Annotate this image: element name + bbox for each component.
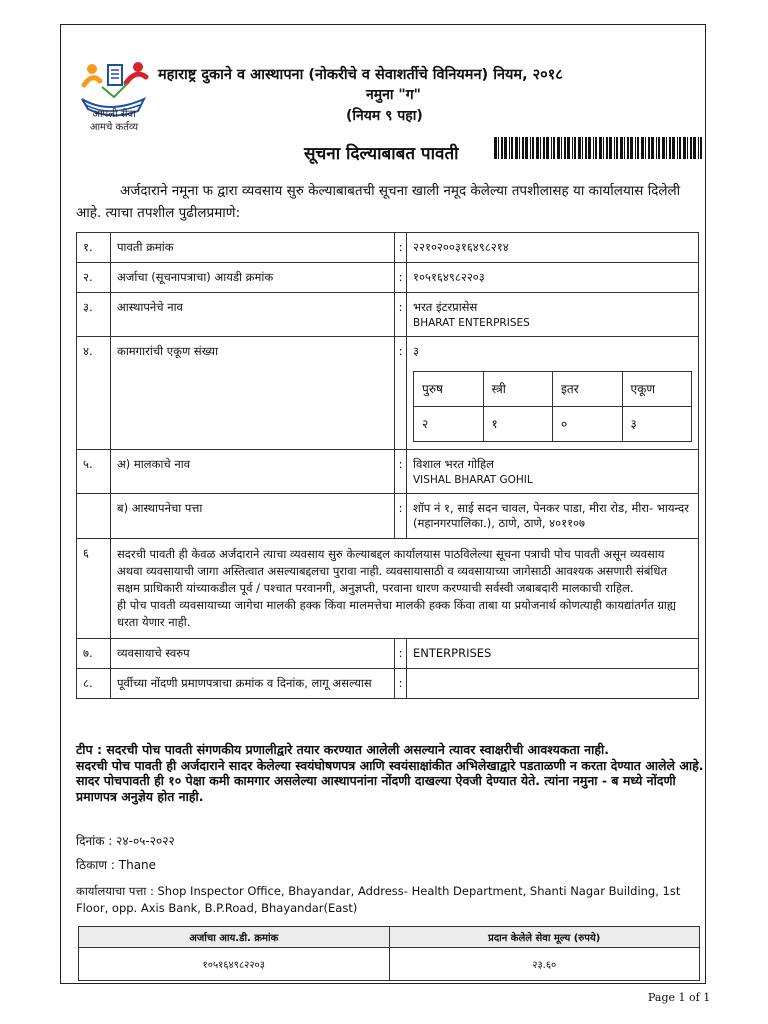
table-row xyxy=(77,233,699,263)
rule-reference: (नियम ९ पहा) xyxy=(346,108,423,124)
receipt-number-value: २२१०२००३१६४९८२१४ xyxy=(407,233,699,263)
act-title: महाराष्ट्र दुकाने व आस्थापना (नोकरीचे व सेवाशर्तीचे विनियमन) नियम, २०१८ xyxy=(158,67,563,83)
tip-line1: टीप : सदरची पोच पावती संगणकीय प्रणालीद्वारे तयार करण्यात आलेली असल्याने त्यावर स्वाक्षरीची आवश्यकता नाही. xyxy=(76,742,609,757)
table-row xyxy=(77,639,699,669)
barcode-icon xyxy=(494,137,704,159)
disclaimer-line2: ही पोच पावती व्यवसायाच्या जागेचा मालकी हक्क किंवा मालमत्तेचा मालकी हक्क किंवा ताबा या प्रयोजनार्थ कोणत्याही कायद्यांतर्गत ग्राह्य धरता येणार नाही. xyxy=(117,598,676,629)
establishment-name-english: BHARAT ENTERPRISES xyxy=(413,317,530,329)
row-number: २. xyxy=(77,263,111,293)
total-workers-value xyxy=(407,337,699,450)
male-count: २ xyxy=(414,407,484,442)
other-header: इतर xyxy=(553,372,623,407)
table-row xyxy=(77,337,699,450)
logo-caption-line1: आपली सेवा xyxy=(92,109,136,120)
colon-separator: : xyxy=(395,669,407,699)
total-header: एकूण xyxy=(622,372,692,407)
owner-name-marathi: विशाल भरत गोहिल xyxy=(413,457,494,471)
owner-name-label: अ) मालकाचे नाव xyxy=(111,450,395,494)
establishment-name-label: आस्थापनेचे नाव xyxy=(111,293,395,337)
table-row xyxy=(77,263,699,293)
application-id-header: अर्जाचा आय.डी. क्रमांक xyxy=(79,927,390,948)
row-number: ३. xyxy=(77,293,111,337)
owner-name-english: VISHAL BHARAT GOHIL xyxy=(413,474,533,486)
table-row xyxy=(77,669,699,699)
establishment-address-value: शॉप नं १, साई सदन चावल, पेनकर पाडा, मीरा रोड, मीरा- भायन्दर (महानगरपालिका.), ठाणे, ठाणे, ४०११०७ xyxy=(407,494,699,539)
table-row xyxy=(77,450,699,494)
logo-caption-line2: आमचे कर्तव्य xyxy=(89,122,139,133)
colon-separator: : xyxy=(395,494,407,539)
total-count: ३ xyxy=(622,407,692,442)
row-number: १. xyxy=(77,233,111,263)
previous-registration-value xyxy=(407,669,699,699)
table-row xyxy=(77,293,699,337)
establishment-name-marathi: भरत इंटरप्रासेस xyxy=(413,300,478,314)
intro-paragraph: अर्जदाराने नमूना फ द्वारा व्यवसाय सुरु केल्याबाबतची सूचना खाली नमूद केलेल्या तपशीलासह या कार्यालयास दिलेली आहे. त्याचा तपशील पुढीलप्रमाणे: xyxy=(76,183,681,221)
table-row xyxy=(414,407,692,442)
colon-separator: : xyxy=(395,337,407,450)
table-row xyxy=(77,539,699,639)
row-number: ८. xyxy=(77,669,111,699)
table-row xyxy=(79,927,700,948)
disclaimer-note xyxy=(111,539,699,639)
office-address: कार्यालयाचा पत्ता : Shop Inspector Office, Bhayandar, Address- Health Department, Shanti Nagar Building, 1st Floor, opp. Axis Bank, B.P.Road, Bhayandar(East) xyxy=(76,884,681,915)
colon-separator: : xyxy=(395,293,407,337)
colon-separator: : xyxy=(395,450,407,494)
other-count: ० xyxy=(553,407,623,442)
business-nature-value: ENTERPRISES xyxy=(407,639,699,669)
receipt-number-label: पावती क्रमांक xyxy=(111,233,395,263)
female-count: १ xyxy=(483,407,553,442)
colon-separator: : xyxy=(395,639,407,669)
application-id-value: १०५१६४९८२२०३ xyxy=(407,263,699,293)
application-id-label: अर्जाचा (सूचनापत्राचा) आयडी क्रमांक xyxy=(111,263,395,293)
table-row xyxy=(79,948,700,981)
total-workers-label: कामगारांची एकूण संख्या xyxy=(111,337,395,450)
logo-caption xyxy=(78,108,150,134)
row-number: ५. xyxy=(77,450,111,494)
service-fee-header: प्रदान केलेले सेवा मूल्य (रुपये) xyxy=(389,927,700,948)
disclaimer-line1: सदरची पावती ही केवळ अर्जदाराने त्याचा व्यवसाय सुरु केल्याबद्दल कार्यालयास पाठविलेल्या सूचना पत्राची पोच पावती असून व्यवसाय अथवा व्यवसायाची जागा अस्तित्वात असल्याबद्दलचा पुरावा नाही. व्यवसायासाठी व व्यवसायाच्या जागेसाठी आवश्यक असणारी संबंधित सक्षम प्राधिकारी यांच्याकडील पूर्व / पश्चात परवानगी, अनुज्ञप्ती, परवाना धारण करण्याची सर्वस्वी जबाबदारी मालकाची राहिल. xyxy=(117,547,668,595)
tip-line3: सादर पोचपावती ही १० पेक्षा कमी कामगार असलेल्या आस्थापनांना नोंदणी दाखल्या ऐवजी देण्यात येते. त्यांना नमुना - ब मध्ये नोंदणी प्रमाणपत्र अनुज्ञेय होत नाही. xyxy=(76,773,676,804)
establishment-address-label: ब) आस्थापनेचा पत्ता xyxy=(111,494,395,539)
application-id-cell: १०५१६४९८२२०३ xyxy=(79,948,390,981)
row-number: ४. xyxy=(77,337,111,450)
row-number: ७. xyxy=(77,639,111,669)
female-header: स्त्री xyxy=(483,372,553,407)
receipt-details-table xyxy=(76,232,699,699)
previous-registration-label: पूर्वीच्या नोंदणी प्रमाणपत्राचा क्रमांक व दिनांक, लागू असल्यास xyxy=(111,669,395,699)
owner-name-value xyxy=(407,450,699,494)
male-header: पुरुष xyxy=(414,372,484,407)
tip-line2: सदरची पोच पावती ही अर्जदाराने सादर केलेल्या स्वयंघोषणपत्र आणि स्वयंसाक्षांकीत अभिलेखाद्वारे पडताळणी न करता देण्यात आलेले आहे. xyxy=(76,757,704,773)
row-number xyxy=(77,494,111,539)
total-workers-count: ३ xyxy=(413,344,419,358)
page-heading: सूचना दिल्याबाबत पावती xyxy=(304,144,459,164)
fee-table xyxy=(78,926,700,981)
page-number: Page 1 of 1 xyxy=(648,991,711,1004)
row-number: ६ xyxy=(77,539,111,639)
establishment-name-value xyxy=(407,293,699,337)
colon-separator: : xyxy=(395,263,407,293)
table-row xyxy=(77,494,699,539)
colon-separator: : xyxy=(395,233,407,263)
form-name: नमुना "ग" xyxy=(366,87,421,103)
issue-date: दिनांक : २४-०५-२०२२ xyxy=(76,834,175,848)
issue-place: ठिकाण : Thane xyxy=(76,858,157,872)
business-nature-label: व्यवसायाचे स्वरुप xyxy=(111,639,395,669)
table-row xyxy=(414,372,692,407)
workers-breakdown-table xyxy=(413,371,692,442)
service-fee-cell: २३.६० xyxy=(389,948,700,981)
tip-note xyxy=(76,742,706,804)
